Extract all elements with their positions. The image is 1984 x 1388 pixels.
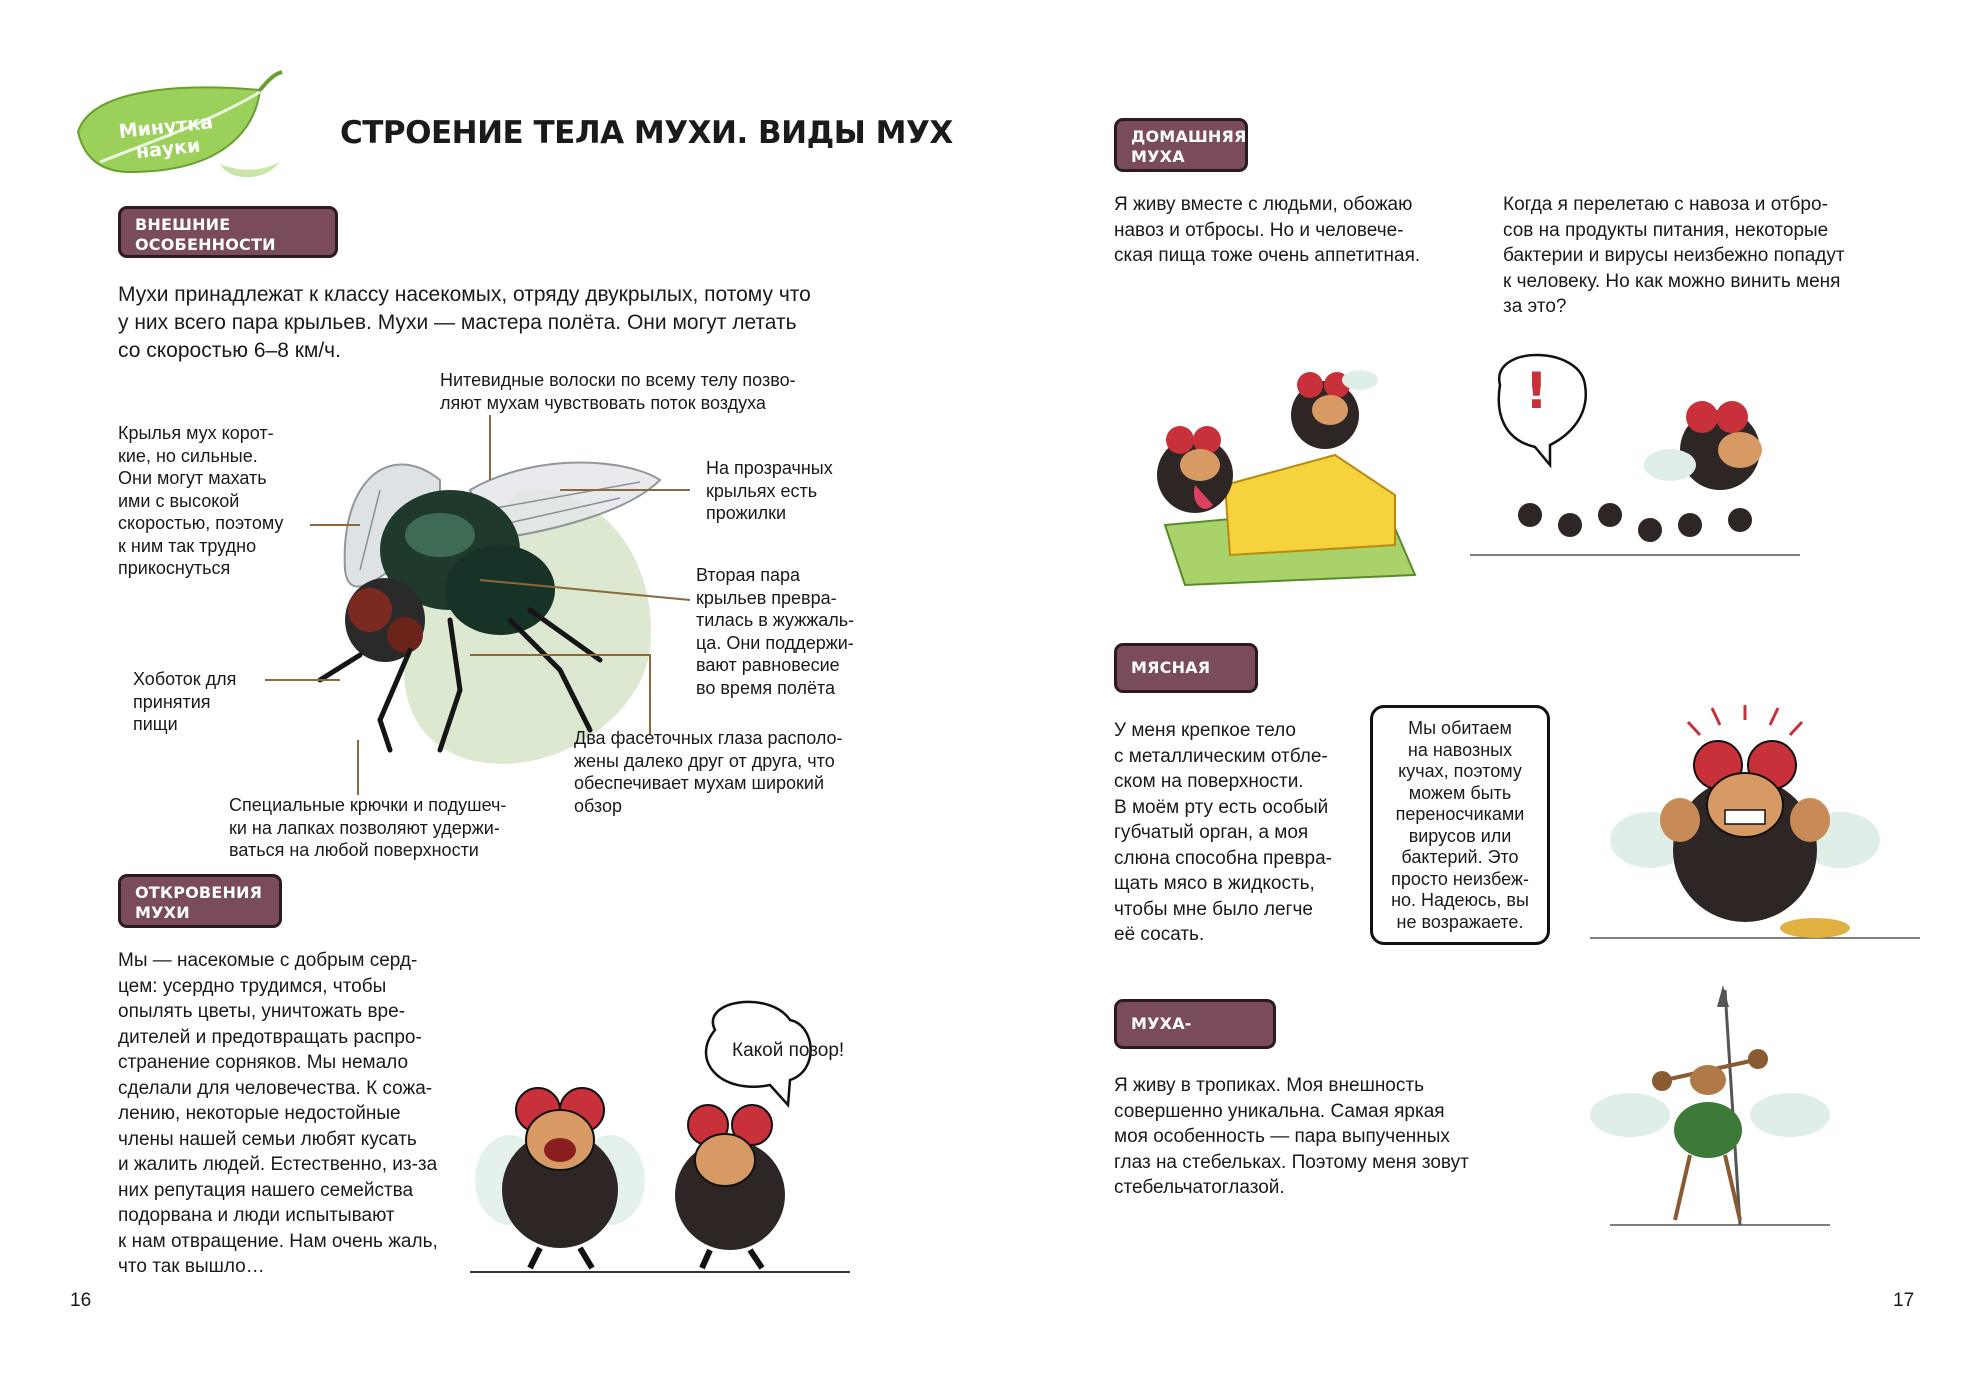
housefly-text-left <box>1114 192 1420 269</box>
intro-line-2: у них всего пара крыльев. Мухи — мастера полёта. Они могут летать <box>118 311 797 334</box>
confession-line-8: члены нашей семьи любят кусать <box>118 1128 417 1150</box>
meatfly-bubble-line-5: переносчиками <box>1395 804 1525 824</box>
angry-meatfly-illustration <box>1590 700 1920 950</box>
label-veins-line-3: прожилки <box>706 503 787 523</box>
meatfly-bubble-line-2: на навозных <box>1407 739 1513 760</box>
housefly-left-line-2: навоз и отбросы. Но и человече- <box>1114 219 1404 241</box>
label-eyes-line-1: Два фасеточных глаза располо- <box>574 728 843 748</box>
label-halteres-line-6: во время полёта <box>696 677 836 698</box>
housefly-left-line-3: ская пища тоже очень аппетитная. <box>1114 245 1421 266</box>
meatfly-bubble-line-10: не возражаете. <box>1396 911 1524 932</box>
label-halteres-line-4: ца. Они поддержи- <box>696 632 854 653</box>
label-eyes-line-4: обзор <box>574 795 622 816</box>
page-title: СТРОЕНИЕ ТЕЛА МУХИ. ВИДЫ МУХ <box>340 115 953 151</box>
confession-line-5: странение сорняков. Мы немало <box>118 1052 409 1073</box>
exclaim-fly-illustration <box>1470 355 1800 575</box>
label-wings-line-4: ими с высокой <box>118 490 240 511</box>
label-wings-line-5: скоростью, поэтому <box>118 513 284 533</box>
confession-paragraph <box>118 948 438 1280</box>
tag-meatfly <box>1114 643 1258 709</box>
tag-external-line-2: ОСОБЕННОСТИ МУХ <box>135 235 276 274</box>
label-veins <box>706 457 833 525</box>
label-proboscis-line-2: принятия <box>133 691 211 712</box>
housefly-right-line-1: Когда я перелетаю с навоза и отбро- <box>1503 194 1828 215</box>
label-veins-line-2: крыльях есть <box>706 480 818 501</box>
meatfly-bubble-line-1: Мы обитаем <box>1408 718 1512 738</box>
speech-shame: Какой позор! <box>732 1040 845 1061</box>
meatfly-bubble-line-6: вирусов или <box>1408 825 1512 846</box>
label-wings-line-6: к ним так трудно <box>118 535 257 556</box>
label-halteres-line-2: крыльев превра- <box>696 587 837 608</box>
diopsid-line-1: Я живу в тропиках. Моя внешность <box>1114 1075 1424 1096</box>
confession-line-10: них репутация нашего семейства <box>118 1179 414 1201</box>
confession-line-13: что так вышло… <box>118 1256 265 1277</box>
label-wings <box>118 422 283 580</box>
tag-housefly-line-1: ДОМАШНЯЯ <box>1131 127 1247 146</box>
label-halteres-line-3: тилась в жужжаль- <box>696 610 855 630</box>
label-hairs-line-1: Нитевидные волоски по всему телу позво- <box>440 370 796 390</box>
meatfly-line-1: У меня крепкое тело <box>1114 720 1297 741</box>
tag-external-line-1: ВНЕШНИЕ <box>135 215 231 234</box>
tag-meatfly-label: МЯСНАЯ МУХА <box>1131 658 1211 709</box>
tag-housefly <box>1114 118 1248 172</box>
label-halteres <box>696 564 854 699</box>
confession-line-11: подорвана и люди испытывают <box>118 1205 395 1226</box>
meatfly-line-2: с металлическим отбле- <box>1114 745 1328 767</box>
confession-line-2: цем: усердно трудимся, чтобы <box>118 975 387 997</box>
label-hooks-line-3: ваться на любой поверхности <box>229 840 479 860</box>
tag-diopsid <box>1114 999 1276 1065</box>
page-number-left: 16 <box>70 1290 92 1311</box>
confession-line-6: сделали для человечества. К сожа- <box>118 1077 433 1099</box>
label-wings-line-7: прикоснуться <box>118 558 231 578</box>
label-proboscis-line-3: пищи <box>133 714 178 734</box>
label-eyes-line-3: обеспечивает мухам широкий <box>574 773 825 793</box>
meatfly-line-5: губчатый орган, а моя <box>1114 822 1309 843</box>
meatfly-bubble-line-7: бактерий. Это <box>1401 847 1519 867</box>
intro-line-1: Мухи принадлежат к классу насекомых, отряду двукрылых, потому что <box>118 283 811 306</box>
meatfly-speech-bubble <box>1370 705 1550 945</box>
label-hairs-line-2: ляют мухам чувствовать поток воздуха <box>440 392 766 413</box>
label-wings-line-2: кие, но сильные. <box>118 445 258 466</box>
confession-line-1: Мы — насекомые с добрым серд- <box>118 950 418 971</box>
confession-line-7: лению, некоторые недостойные <box>118 1103 401 1124</box>
label-hooks-line-1: Специальные крючки и подушеч- <box>229 795 507 815</box>
confession-line-3: опылять цветы, уничтожать вре- <box>118 1001 406 1022</box>
exclaim-mark: ! <box>1525 362 1548 420</box>
meatfly-bubble-line-9: но. Надеюсь, вы <box>1391 890 1529 910</box>
housefly-right-line-3: бактерии и вирусы неизбежно попадут <box>1503 245 1845 266</box>
diopsid-line-4: глаз на стебельках. Поэтому меня зовут <box>1114 1151 1469 1173</box>
label-halteres-line-1: Вторая пара <box>696 565 801 585</box>
label-wings-line-3: Они могут махать <box>118 468 267 488</box>
label-hooks <box>229 794 506 862</box>
confession-line-4: дителей и предотвращать распро- <box>118 1026 422 1048</box>
label-eyes <box>574 727 843 817</box>
diopsid-line-3: моя особенность — пара выпученных <box>1114 1126 1450 1147</box>
tag-confessions <box>118 874 282 928</box>
meatfly-line-4: В моём рту есть особый <box>1114 796 1329 818</box>
diopsid-line-5: стебельчатоглазой. <box>1114 1177 1285 1198</box>
housefly-text-right <box>1503 192 1845 320</box>
tag-diopsid-label: МУХА-ДИОПСИД <box>1131 1014 1227 1065</box>
label-proboscis <box>133 668 236 736</box>
meatfly-line-6: слюна способна превра- <box>1114 847 1333 869</box>
label-hairs <box>440 369 796 414</box>
page-number-right: 17 <box>1893 1290 1915 1311</box>
tag-housefly-line-2: МУХА <box>1131 147 1185 166</box>
label-hooks-line-2: ки на лапках позволяют удержи- <box>229 817 500 838</box>
intro-line-3: со скоростью 6–8 км/ч. <box>118 339 341 362</box>
diopsid-fly-illustration <box>1590 985 1850 1240</box>
label-wings-line-1: Крылья мух корот- <box>118 423 274 443</box>
meatfly-bubble-line-4: можем быть <box>1408 782 1512 803</box>
meatfly-line-7: щать мясо в жидкость, <box>1114 873 1315 894</box>
confession-line-9: и жалить людей. Естественно, из-за <box>118 1154 438 1175</box>
tag-confessions-line-2: МУХИ <box>135 903 190 922</box>
label-halteres-line-5: вают равновесие <box>696 655 840 675</box>
meatfly-text <box>1114 718 1332 948</box>
housefly-right-line-5: за это? <box>1503 296 1567 317</box>
diopsid-text <box>1114 1073 1469 1201</box>
badge-line-1: Минутка <box>117 111 214 143</box>
housefly-right-line-2: сов на продукты питания, некоторые <box>1503 219 1829 241</box>
label-veins-line-1: На прозрачных <box>706 458 833 478</box>
tag-confessions-line-1: ОТКРОВЕНИЯ <box>135 883 263 902</box>
meatfly-line-3: ском на поверхности. <box>1114 771 1304 792</box>
label-proboscis-line-1: Хоботок для <box>133 669 237 689</box>
housefly-left-line-1: Я живу вместе с людьми, обожаю <box>1114 194 1413 215</box>
confession-line-12: к нам отвращение. Нам очень жаль, <box>118 1230 438 1252</box>
meatfly-bubble-line-8: просто неизбеж- <box>1391 868 1529 889</box>
meatfly-line-8: чтобы мне было легче <box>1114 898 1313 920</box>
housefly-right-line-4: к человеку. Но как можно винить меня <box>1503 270 1841 292</box>
meatfly-line-9: её сосать. <box>1114 924 1205 945</box>
meatfly-bubble-line-3: кучах, поэтому <box>1398 761 1522 781</box>
cheese-flies-illustration <box>1105 355 1435 590</box>
label-eyes-line-2: жены далеко друг от друга, что <box>574 750 835 771</box>
diopsid-line-2: совершенно уникальна. Самая яркая <box>1114 1100 1445 1122</box>
badge-line-2: науки <box>134 134 202 164</box>
